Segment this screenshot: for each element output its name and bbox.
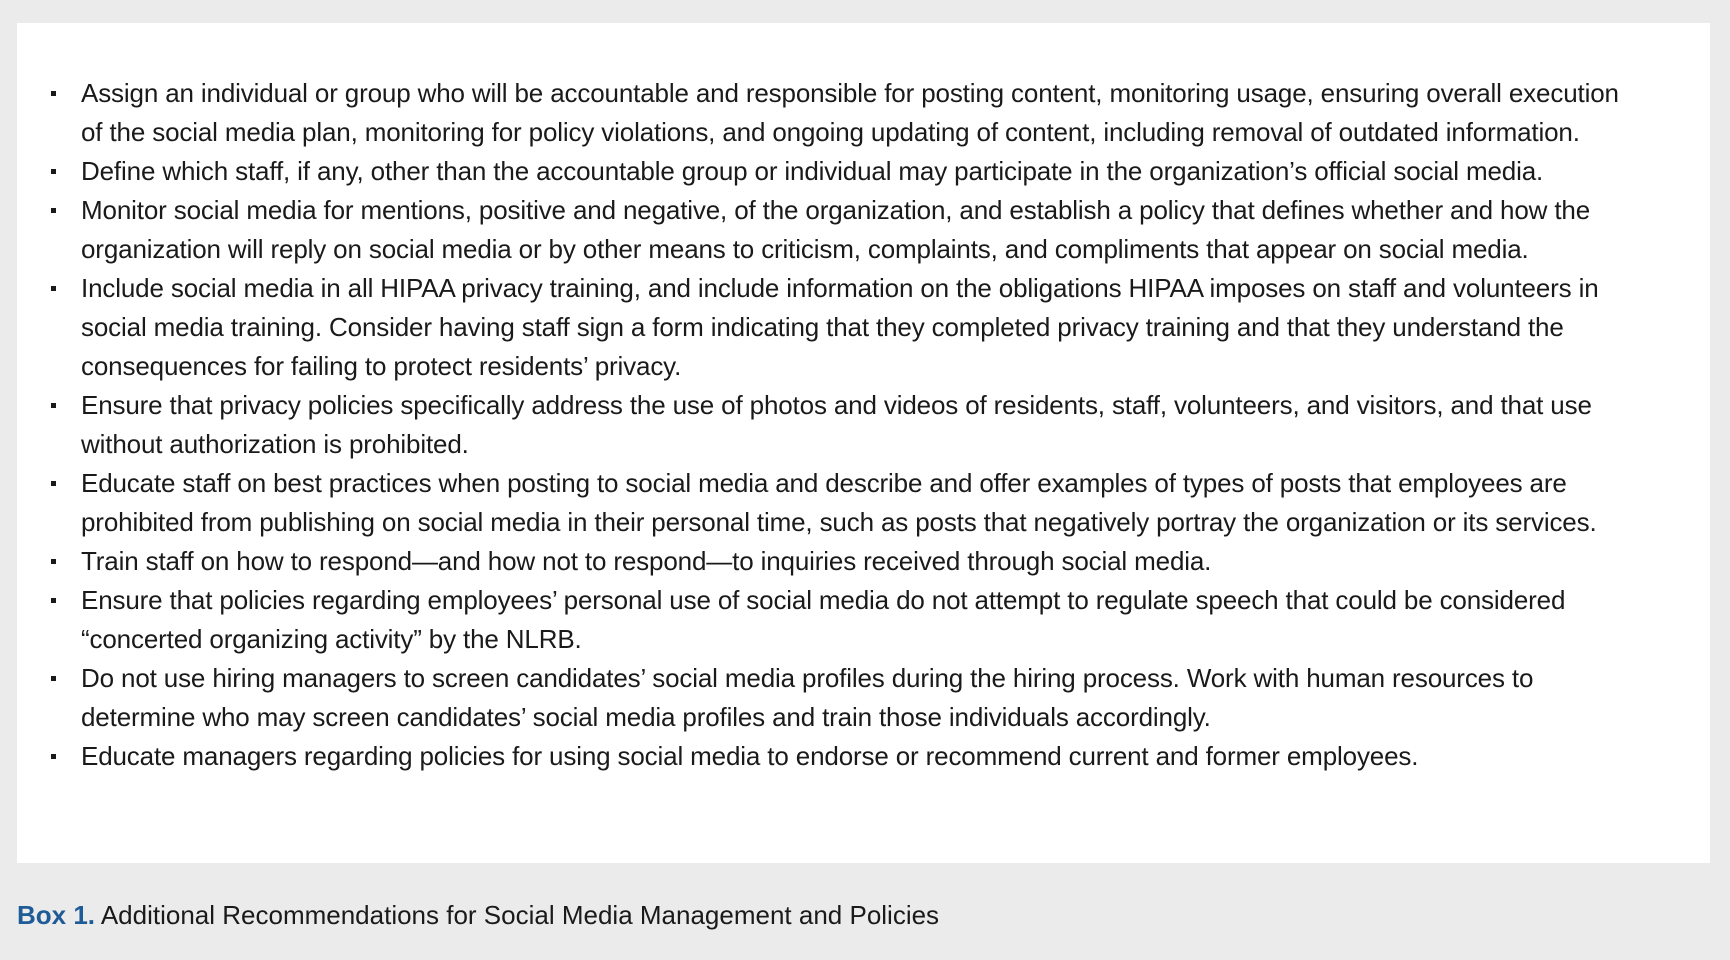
bullet-icon xyxy=(51,559,56,564)
bullet-icon xyxy=(51,403,56,408)
list-item xyxy=(81,737,1637,776)
box-caption xyxy=(17,897,939,933)
list-item-text: Assign an individual or group who will be accountable and responsible for posting content, monitoring usage, ensuring overall execution of the social media plan, monitoring for policy violations, and ongoing updating of content, including removal of outdated information. xyxy=(81,78,1619,147)
list-item-text: Do not use hiring managers to screen candidates’ social media profiles during the hiring process. Work with human resources to determine who may screen candidates’ social media profiles and train those individuals accordingly. xyxy=(81,663,1534,732)
list-item-text: Train staff on how to respond—and how not to respond—to inquiries received through social media. xyxy=(81,546,1212,576)
list-item xyxy=(81,542,1637,581)
bullet-icon xyxy=(51,91,56,96)
list-item-text: Educate staff on best practices when posting to social media and describe and offer examples of types of posts that employees are prohibited from publishing on social media in their personal time, such as posts that negatively portray the organization or its services. xyxy=(81,468,1597,537)
list-item xyxy=(81,152,1637,191)
bullet-icon xyxy=(51,754,56,759)
bullet-icon xyxy=(51,169,56,174)
bullet-icon xyxy=(51,598,56,603)
list-item-text: Educate managers regarding policies for using social media to endorse or recommend current and former employees. xyxy=(81,741,1419,771)
caption-text: Additional Recommendations for Social Media Management and Policies xyxy=(100,900,940,930)
bullet-icon xyxy=(51,208,56,213)
list-item xyxy=(81,386,1637,464)
caption-label: Box 1. xyxy=(17,900,96,930)
list-item xyxy=(81,191,1637,269)
list-item-text: Include social media in all HIPAA privacy training, and include information on the obligations HIPAA imposes on staff and volunteers in social media training. Consider having staff sign a form indicating that they completed privacy training and that they understand the consequences for failing to protect residents’ privacy. xyxy=(81,273,1599,381)
list-item xyxy=(81,269,1637,386)
list-item-text: Define which staff, if any, other than the accountable group or individual may participate in the organization’s official social media. xyxy=(81,156,1544,186)
list-item-text: Ensure that policies regarding employees’ personal use of social media do not attempt to regulate speech that could be considered “concerted organizing activity” by the NLRB. xyxy=(81,585,1566,654)
list-item xyxy=(81,74,1637,152)
recommendations-list xyxy=(17,74,1637,776)
list-item xyxy=(81,464,1637,542)
bullet-icon xyxy=(51,676,56,681)
list-item-text: Ensure that privacy policies specifically address the use of photos and videos of residents, staff, volunteers, and visitors, and that use without authorization is prohibited. xyxy=(81,390,1592,459)
list-item xyxy=(81,581,1637,659)
list-item xyxy=(81,659,1637,737)
bullet-icon xyxy=(51,286,56,291)
list-item-text: Monitor social media for mentions, positive and negative, of the organization, and establish a policy that defines whether and how the organization will reply on social media or by other means to criticism, complaints, and compliments that appear on social media. xyxy=(81,195,1591,264)
bullet-icon xyxy=(51,481,56,486)
recommendations-box xyxy=(17,23,1710,863)
